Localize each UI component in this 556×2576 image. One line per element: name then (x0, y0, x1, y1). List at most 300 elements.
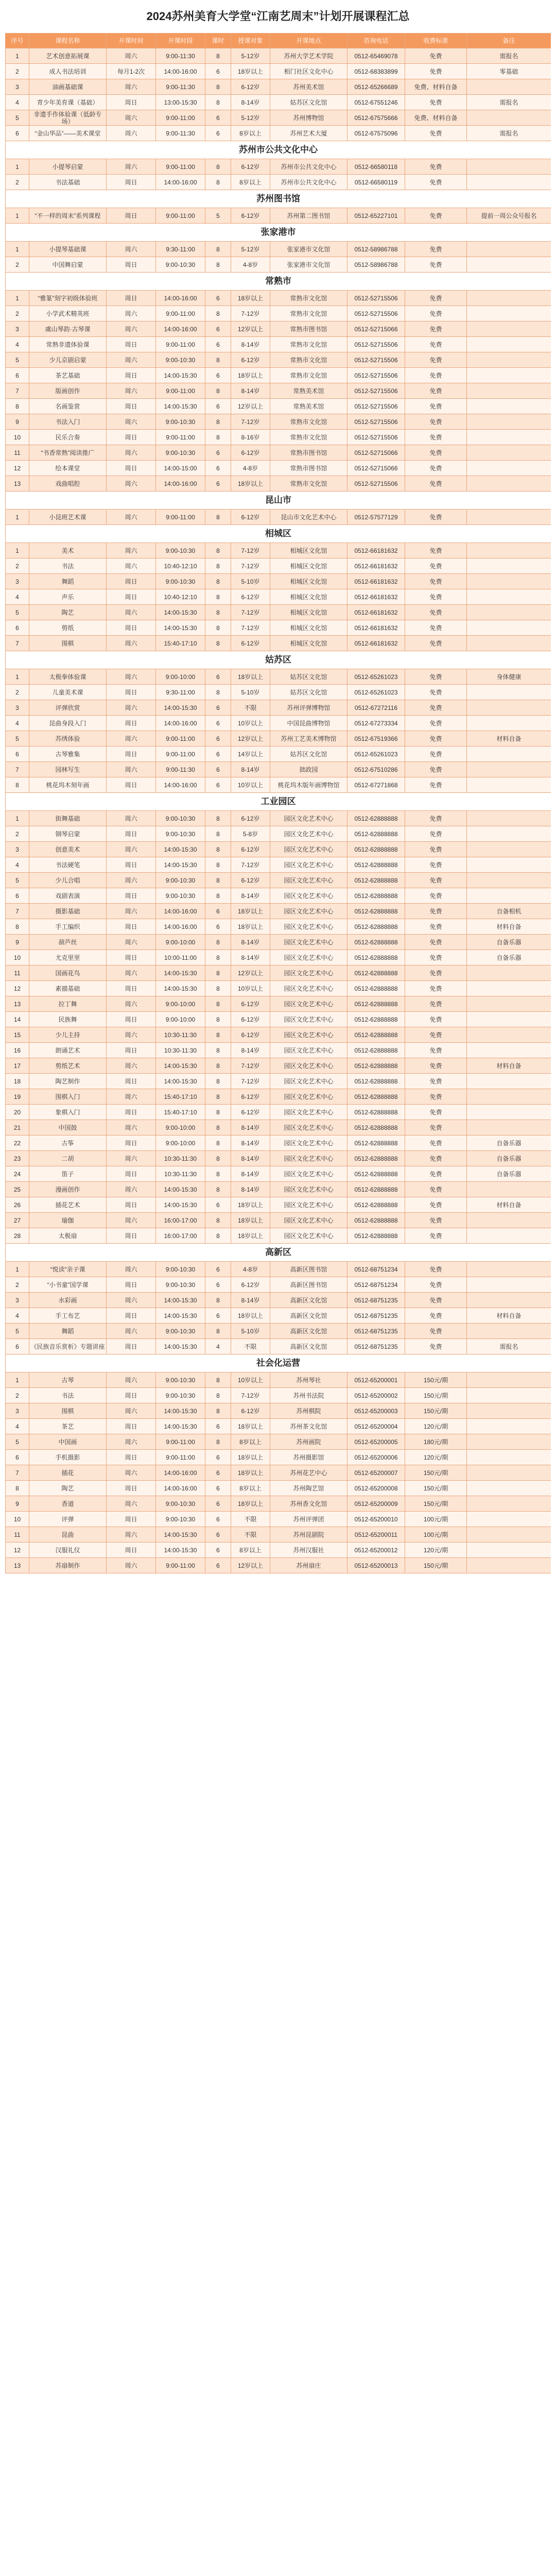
table-cell: 苏州昆剧院 (270, 1527, 348, 1543)
table-cell: 周日 (107, 685, 156, 700)
table-cell: 周六 (107, 1403, 156, 1419)
table-cell: 7-12岁 (231, 605, 270, 620)
table-cell (467, 306, 551, 321)
table-cell: 9:00-10:30 (156, 1388, 205, 1403)
table-cell: 免费 (405, 811, 467, 826)
table-cell: 舞蹈 (29, 1324, 107, 1339)
table-cell: 6 (6, 126, 29, 141)
table-cell: 7-12岁 (231, 1058, 270, 1074)
table-cell: 9:00-11:30 (156, 79, 205, 95)
table-cell: 周日 (107, 589, 156, 605)
table-cell: 0512-62888888 (348, 842, 405, 857)
table-row (6, 1372, 551, 1388)
table-row (6, 919, 551, 935)
table-cell: 陶艺制作 (29, 1074, 107, 1089)
table-cell: 香道 (29, 1496, 107, 1512)
table-header-row (6, 33, 551, 48)
table-row (6, 1465, 551, 1481)
table-row (6, 888, 551, 904)
table-cell: 0512-62888888 (348, 965, 405, 981)
table-cell: 0512-65200013 (348, 1558, 405, 1573)
table-cell: 苏州艺术大厦 (270, 126, 348, 141)
table-cell: 6 (205, 1512, 231, 1527)
table-cell: 8 (205, 1012, 231, 1027)
table-cell: 8 (6, 919, 29, 935)
table-row (6, 1043, 551, 1058)
table-cell: 6-12岁 (231, 811, 270, 826)
table-cell: 14:00-16:00 (156, 476, 205, 492)
table-cell: 周六 (107, 996, 156, 1012)
table-cell: 6 (205, 321, 231, 337)
table-cell: 14:00-15:30 (156, 857, 205, 873)
table-row (6, 857, 551, 873)
table-cell: 10岁以上 (231, 1372, 270, 1388)
table-cell: 书法基础 (29, 175, 107, 190)
table-cell: 0512-62888888 (348, 1136, 405, 1151)
table-cell: 插花 (29, 1465, 107, 1481)
table-cell: 周六 (107, 476, 156, 492)
table-cell: 免费 (405, 762, 467, 777)
table-cell: 0512-68383899 (348, 64, 405, 79)
table-cell: 14:00-16:00 (156, 291, 205, 306)
table-cell: 14:00-15:30 (156, 1543, 205, 1558)
table-cell: 周六 (107, 79, 156, 95)
table-cell: “不一样的周末”系列课程 (29, 208, 107, 224)
table-cell: 6 (205, 919, 231, 935)
table-cell: 戏剧表演 (29, 888, 107, 904)
table-cell: 2 (6, 306, 29, 321)
table-cell: 周六 (107, 1372, 156, 1388)
section-header-row (6, 651, 551, 669)
table-cell: 9 (6, 414, 29, 430)
table-cell: 每月1-2次 (107, 64, 156, 79)
table-cell: 8 (205, 811, 231, 826)
table-cell: 古琴 (29, 1372, 107, 1388)
table-cell (467, 291, 551, 306)
table-row (6, 1512, 551, 1527)
table-cell: 0512-62888888 (348, 904, 405, 919)
table-cell: 周日 (107, 430, 156, 445)
table-cell: 18岁以上 (231, 669, 270, 685)
table-cell: 免费 (405, 935, 467, 950)
table-cell: 苏州美术馆 (270, 79, 348, 95)
table-cell: 180元/期 (405, 1434, 467, 1450)
table-cell: 免费 (405, 543, 467, 558)
table-cell: 免费、材料自备 (405, 79, 467, 95)
table-cell: 0512-68751235 (348, 1293, 405, 1308)
table-cell: 材料自备 (467, 1058, 551, 1074)
table-cell: 周六 (107, 1496, 156, 1512)
table-cell: 14:00-16:00 (156, 1465, 205, 1481)
table-row (6, 257, 551, 273)
table-cell: 自备相机 (467, 904, 551, 919)
table-cell: 9:00-10:00 (156, 1012, 205, 1027)
table-cell: 6 (205, 337, 231, 352)
table-cell (467, 636, 551, 651)
table-cell: 常熟市图书馆 (270, 321, 348, 337)
table-cell: 13 (6, 996, 29, 1012)
table-cell: 16:00-17:00 (156, 1228, 205, 1244)
table-cell: 6 (205, 1481, 231, 1496)
table-cell: 周日 (107, 257, 156, 273)
table-cell: 10:30-11:30 (156, 1166, 205, 1182)
table-cell: 0512-62888888 (348, 873, 405, 888)
table-cell: 8 (205, 950, 231, 965)
table-row (6, 1089, 551, 1105)
table-cell: 6 (205, 1277, 231, 1293)
table-cell: 古筝 (29, 1136, 107, 1151)
table-cell: 6-12岁 (231, 510, 270, 525)
table-cell: 150元/期 (405, 1372, 467, 1388)
table-cell: 免费 (405, 685, 467, 700)
table-cell: 周日 (107, 1543, 156, 1558)
table-cell: 常熟市文化馆 (270, 337, 348, 352)
table-cell: 围棋 (29, 1403, 107, 1419)
table-cell: 14:00-15:30 (156, 1419, 205, 1434)
table-cell: 0512-62888888 (348, 1151, 405, 1166)
table-cell: 瑜伽 (29, 1213, 107, 1228)
table-cell: 5-8岁 (231, 826, 270, 842)
table-cell: “悦读”亲子课 (29, 1262, 107, 1277)
table-cell: 7 (6, 383, 29, 399)
table-cell (467, 1043, 551, 1058)
table-cell: 6 (205, 64, 231, 79)
table-row (6, 605, 551, 620)
table-cell: 周日 (107, 981, 156, 996)
table-cell: 12岁以上 (231, 1558, 270, 1573)
table-cell: 14:00-15:30 (156, 1182, 205, 1197)
table-cell (467, 461, 551, 476)
table-cell: 周日 (107, 337, 156, 352)
table-cell: 中国画 (29, 1434, 107, 1450)
table-cell: 11 (6, 445, 29, 461)
table-cell: 0512-67551246 (348, 95, 405, 110)
table-cell: 8-14岁 (231, 950, 270, 965)
table-row (6, 1388, 551, 1403)
table-cell: 周六 (107, 873, 156, 888)
table-cell: 声乐 (29, 589, 107, 605)
table-cell: 园区文化艺术中心 (270, 904, 348, 919)
table-cell (467, 543, 551, 558)
table-cell: 12岁以上 (231, 731, 270, 747)
table-cell: 14:00-15:30 (156, 965, 205, 981)
table-row (6, 445, 551, 461)
table-cell (467, 1434, 551, 1450)
table-row (6, 95, 551, 110)
column-header: 课时 (205, 33, 231, 48)
table-cell: 苏州第二图书馆 (270, 208, 348, 224)
table-row (6, 1558, 551, 1573)
section-header-row (6, 141, 551, 159)
table-cell (467, 1027, 551, 1043)
table-cell: 围棋入门 (29, 1089, 107, 1105)
table-cell: 8 (205, 1228, 231, 1244)
table-row (6, 1228, 551, 1244)
table-cell: 9:00-10:00 (156, 1136, 205, 1151)
table-cell: 0512-62888888 (348, 1058, 405, 1074)
table-cell: 周六 (107, 1527, 156, 1543)
table-cell: 免费 (405, 996, 467, 1012)
table-cell: 7-12岁 (231, 1074, 270, 1089)
table-cell: 150元/期 (405, 1558, 467, 1573)
table-cell: 高新区文化馆 (270, 1308, 348, 1324)
table-row (6, 461, 551, 476)
table-row (6, 762, 551, 777)
table-row (6, 1136, 551, 1151)
table-cell: 10:30-11:30 (156, 1043, 205, 1058)
table-cell: 120元/期 (405, 1543, 467, 1558)
table-cell: 6 (205, 669, 231, 685)
table-cell: 象棋入门 (29, 1105, 107, 1120)
table-cell: 常熟美术馆 (270, 399, 348, 414)
table-cell: 14:00-15:30 (156, 368, 205, 383)
section-header-row (6, 525, 551, 543)
table-cell: 高新区文化馆 (270, 1293, 348, 1308)
table-cell: 6 (205, 777, 231, 793)
table-cell: 7-12岁 (231, 857, 270, 873)
table-cell: 周六 (107, 414, 156, 430)
table-cell: 9:00-11:00 (156, 510, 205, 525)
table-cell: 免费 (405, 48, 467, 64)
table-cell: 0512-65200003 (348, 1403, 405, 1419)
table-cell: 常熟市文化馆 (270, 306, 348, 321)
table-cell: 免费 (405, 414, 467, 430)
table-cell: 0512-66181632 (348, 574, 405, 589)
table-cell (467, 873, 551, 888)
table-cell: 少儿京剧启蒙 (29, 352, 107, 368)
table-cell: 0512-67575666 (348, 110, 405, 126)
table-cell: 小提琴基础课 (29, 242, 107, 257)
table-cell: 18岁以上 (231, 1308, 270, 1324)
table-cell: 苏州大学艺术学院 (270, 48, 348, 64)
table-cell: 8-14岁 (231, 383, 270, 399)
table-cell: 0512-65200012 (348, 1543, 405, 1558)
table-cell: 6 (6, 1339, 29, 1354)
table-cell: 8-14岁 (231, 95, 270, 110)
table-cell: 尤克里里 (29, 950, 107, 965)
table-cell: 14:00-15:30 (156, 620, 205, 636)
table-cell: 昆山市文化艺术中心 (270, 510, 348, 525)
table-cell (467, 685, 551, 700)
table-cell: 7 (6, 904, 29, 919)
table-cell: 9:00-10:00 (156, 996, 205, 1012)
table-cell: 9:00-11:00 (156, 1450, 205, 1465)
table-cell: 常熟市文化馆 (270, 476, 348, 492)
table-cell: 9:00-10:30 (156, 1277, 205, 1293)
table-cell (467, 79, 551, 95)
table-cell: 6-12岁 (231, 1403, 270, 1419)
table-cell: 创意美术 (29, 842, 107, 857)
table-cell: 6 (205, 762, 231, 777)
table-row (6, 1213, 551, 1228)
table-cell (467, 430, 551, 445)
table-cell: 自备乐器 (467, 935, 551, 950)
table-cell: 周六 (107, 1434, 156, 1450)
table-cell: 0512-66181632 (348, 636, 405, 651)
table-cell: 周六 (107, 1558, 156, 1573)
table-cell: 9:00-11:00 (156, 208, 205, 224)
table-cell: 15:40-17:10 (156, 1105, 205, 1120)
table-cell (467, 399, 551, 414)
table-cell (467, 1372, 551, 1388)
table-cell: 3 (6, 79, 29, 95)
table-cell: 相城区文化馆 (270, 574, 348, 589)
table-cell: 120元/期 (405, 1419, 467, 1434)
table-cell: 免费、材料自备 (405, 110, 467, 126)
table-cell: 9:00-11:00 (156, 337, 205, 352)
column-header: 备注 (467, 33, 551, 48)
table-cell: 18岁以上 (231, 1465, 270, 1481)
table-cell: 0512-65227101 (348, 208, 405, 224)
table-cell: 需报名 (467, 1339, 551, 1354)
table-cell: 苏州市公共文化中心 (270, 175, 348, 190)
table-cell: 0512-65266689 (348, 79, 405, 95)
table-cell: 13 (6, 476, 29, 492)
table-cell: 8 (205, 1027, 231, 1043)
table-cell: 6 (205, 1527, 231, 1543)
table-cell: 园区文化艺术中心 (270, 1151, 348, 1166)
table-cell: 0512-65200008 (348, 1481, 405, 1496)
table-cell: 园区文化艺术中心 (270, 1089, 348, 1105)
table-cell: 8 (205, 79, 231, 95)
table-cell: 6-12岁 (231, 1027, 270, 1043)
table-cell: 免费 (405, 126, 467, 141)
table-cell: 0512-65200007 (348, 1465, 405, 1481)
table-cell: 6 (205, 445, 231, 461)
table-cell: 免费 (405, 476, 467, 492)
table-row (6, 700, 551, 716)
table-cell (467, 368, 551, 383)
table-cell: 8 (6, 777, 29, 793)
table-row (6, 777, 551, 793)
table-cell: 14:00-15:30 (156, 1403, 205, 1419)
table-cell: 9:00-10:00 (156, 1120, 205, 1136)
table-cell: 周日 (107, 888, 156, 904)
table-cell: 昆曲身段入门 (29, 716, 107, 731)
table-cell: 免费 (405, 1074, 467, 1089)
table-cell: 25 (6, 1182, 29, 1197)
table-cell: 8 (205, 558, 231, 574)
table-cell: 5-12岁 (231, 242, 270, 257)
table-row (6, 543, 551, 558)
table-cell: 0512-52715506 (348, 414, 405, 430)
table-cell: 150元/期 (405, 1481, 467, 1496)
table-cell: 周日 (107, 1339, 156, 1354)
table-cell: 14岁以上 (231, 747, 270, 762)
table-cell: 园区文化艺术中心 (270, 996, 348, 1012)
table-cell: 6 (205, 110, 231, 126)
table-cell: 苏州琴社 (270, 1372, 348, 1388)
table-cell (467, 1558, 551, 1573)
table-cell: 0512-67273334 (348, 716, 405, 731)
table-cell: 18岁以上 (231, 919, 270, 935)
table-cell: 0512-52715506 (348, 306, 405, 321)
table-cell: 10 (6, 950, 29, 965)
table-cell (467, 996, 551, 1012)
table-cell: 免费 (405, 605, 467, 620)
table-cell: 0512-62888888 (348, 811, 405, 826)
table-cell: 中国鼓 (29, 1120, 107, 1136)
table-cell: 街舞基础 (29, 811, 107, 826)
table-cell: 虞山琴韵·古琴课 (29, 321, 107, 337)
table-cell: 免费 (405, 731, 467, 747)
table-cell: 免费 (405, 965, 467, 981)
table-cell: 材料自备 (467, 731, 551, 747)
table-cell: 周日 (107, 1419, 156, 1434)
table-cell: 需报名 (467, 126, 551, 141)
table-cell (467, 510, 551, 525)
table-cell: 10岁以上 (231, 716, 270, 731)
table-cell: 14:00-15:30 (156, 842, 205, 857)
table-row (6, 589, 551, 605)
table-cell: 9:00-10:30 (156, 811, 205, 826)
table-cell: 9:00-10:30 (156, 352, 205, 368)
table-cell: 1 (6, 291, 29, 306)
table-cell: 0512-62888888 (348, 1027, 405, 1043)
table-cell (467, 1228, 551, 1244)
section-header-row (6, 224, 551, 242)
table-cell: 10岁以上 (231, 777, 270, 793)
table-cell: 3 (6, 1293, 29, 1308)
table-cell: 相城区文化馆 (270, 558, 348, 574)
table-cell: 5-12岁 (231, 48, 270, 64)
table-row (6, 842, 551, 857)
table-cell: 免费 (405, 747, 467, 762)
table-cell: 8 (205, 1403, 231, 1419)
table-row (6, 1308, 551, 1324)
table-cell: 小学武术精英班 (29, 306, 107, 321)
table-cell: 苏绣体验 (29, 731, 107, 747)
table-cell: 9:00-10:30 (156, 543, 205, 558)
table-cell (467, 175, 551, 190)
table-cell (467, 159, 551, 175)
table-cell: 0512-62888888 (348, 1120, 405, 1136)
table-cell (467, 1074, 551, 1089)
table-cell: 周日 (107, 1012, 156, 1027)
table-cell: 0512-65469078 (348, 48, 405, 64)
table-row (6, 1277, 551, 1293)
table-cell: 周日 (107, 1228, 156, 1244)
table-cell: 8岁以上 (231, 1434, 270, 1450)
course-table-container (5, 33, 551, 2576)
table-cell: 18岁以上 (231, 1450, 270, 1465)
table-cell (467, 620, 551, 636)
table-cell: 0512-67272116 (348, 700, 405, 716)
table-cell: 0512-52715066 (348, 445, 405, 461)
table-cell: 苏州陶艺馆 (270, 1481, 348, 1496)
table-cell: 苏州香文化馆 (270, 1496, 348, 1512)
table-cell: 苏州市公共文化中心 (270, 159, 348, 175)
table-cell: 周日 (107, 95, 156, 110)
table-cell: 周六 (107, 1293, 156, 1308)
table-cell (467, 1543, 551, 1558)
table-cell: 周六 (107, 321, 156, 337)
table-cell: 5 (6, 1324, 29, 1339)
table-cell: 6 (205, 126, 231, 141)
table-cell: 28 (6, 1228, 29, 1244)
table-cell: 周六 (107, 126, 156, 141)
table-cell (467, 1012, 551, 1027)
table-cell: 12岁以上 (231, 399, 270, 414)
table-cell: 9:00-11:00 (156, 110, 205, 126)
table-cell: 6-12岁 (231, 842, 270, 857)
table-cell (467, 242, 551, 257)
table-cell: 相城区文化馆 (270, 620, 348, 636)
table-cell: 苏州茶文化馆 (270, 1419, 348, 1434)
table-cell: 14:00-15:30 (156, 1074, 205, 1089)
table-cell: 免费 (405, 842, 467, 857)
table-cell: 6 (205, 1543, 231, 1558)
